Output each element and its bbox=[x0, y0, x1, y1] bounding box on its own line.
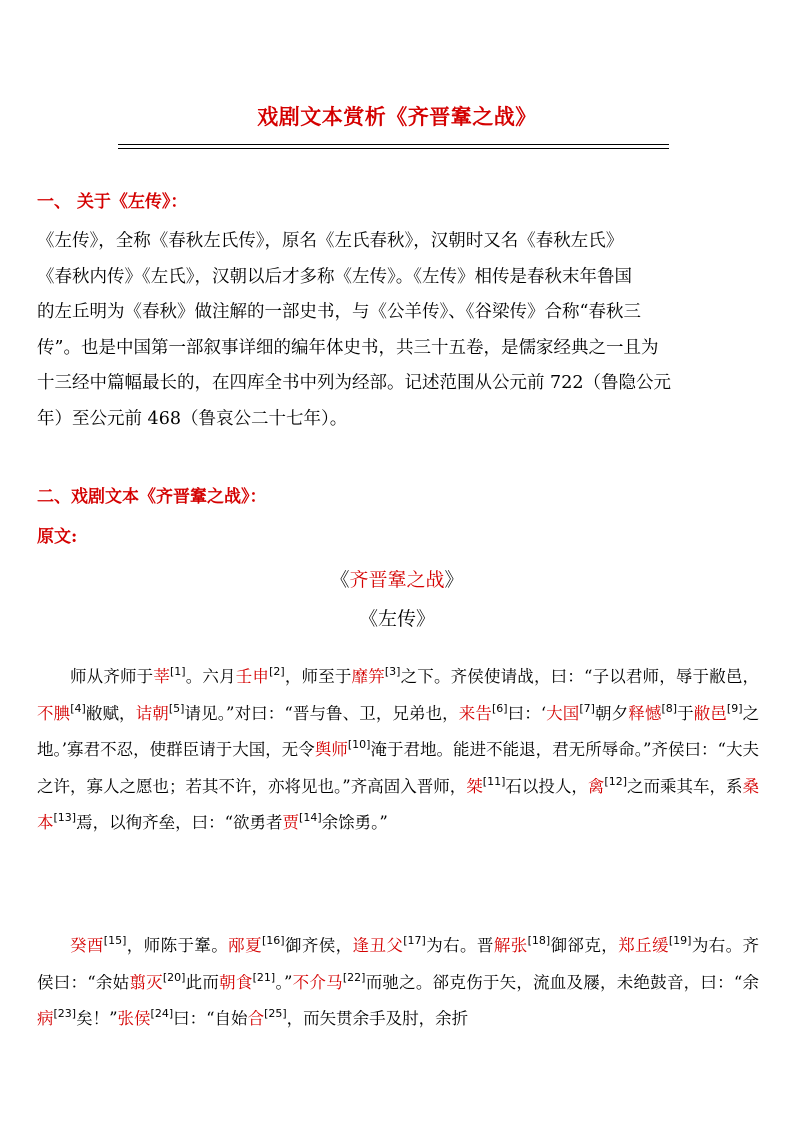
text-run: 为右。齐侯曰：“余姑 bbox=[37, 936, 760, 992]
text-run: 焉，以徇齐垒，曰：“欲勇者 bbox=[76, 813, 283, 832]
annotated-term: 贾 bbox=[282, 813, 300, 832]
footnote-ref: [13] bbox=[53, 811, 77, 824]
intro-line: 的左丘明为《春秋》做注解的一部史书，与《公羊传》、《谷梁传》合称“春秋三 bbox=[37, 302, 641, 323]
text-run: 矣！” bbox=[76, 1009, 118, 1028]
footnote-ref: [6] bbox=[491, 701, 508, 715]
text-run: ，而矢贯余手及肘，余折 bbox=[286, 1009, 469, 1028]
footnote-ref: [5] bbox=[168, 701, 185, 715]
annotated-term: 病 bbox=[37, 1009, 54, 1028]
section-heading-zuozhuan: 一、 关于《左传》： bbox=[37, 192, 188, 212]
text-run: 师从齐师于 bbox=[70, 667, 154, 686]
text-run: 之下。齐侯使请战，曰：“子以君师，辱于敝邑， bbox=[400, 667, 760, 686]
intro-line: 年）至公元前 468（鲁哀公二十七年）。 bbox=[37, 408, 348, 429]
footnote-ref: [15] bbox=[103, 934, 127, 947]
text-run: 石以投人， bbox=[505, 776, 588, 796]
passage-paragraph-1 bbox=[37, 659, 759, 842]
original-text-label: 原文: bbox=[37, 527, 78, 547]
paragraph-text bbox=[37, 928, 759, 1038]
annotated-term: 郑丘缓 bbox=[618, 936, 669, 955]
text-run: 曰：‘ bbox=[507, 703, 547, 723]
footnote-ref: [10] bbox=[347, 738, 371, 751]
annotated-term: 靡笄 bbox=[351, 667, 385, 686]
intro-line: 十三经中篇幅最长的，在四库全书中列为经部。记述范围从公元前 722（鲁隐公元 bbox=[37, 373, 671, 394]
footnote-ref: [1] bbox=[170, 665, 186, 678]
text-run: 曰：“自始 bbox=[173, 1009, 248, 1028]
footnote-ref: [17] bbox=[403, 934, 426, 947]
text-run: 为右。晋 bbox=[425, 936, 494, 955]
text-run: 朝夕 bbox=[594, 703, 629, 723]
intro-text bbox=[37, 224, 759, 438]
text-run: 请见。”对曰：“晋与鲁、卫，兄弟也， bbox=[184, 703, 459, 723]
footnote-ref: [19] bbox=[668, 934, 692, 947]
text-run: 淹于君地。能进不能退，君无所辱命。”齐侯曰：“大夫之许，寡人之愿也；若其不许，亦将见也。”齐高固入晋师， bbox=[37, 740, 760, 796]
annotated-term: 张侯 bbox=[117, 1009, 151, 1028]
footnote-ref: [11] bbox=[482, 774, 506, 788]
footnote-ref: [3] bbox=[384, 665, 401, 678]
annotated-term: 不介马 bbox=[292, 972, 343, 992]
footnote-ref: [2] bbox=[269, 665, 285, 678]
footnote-ref: [8] bbox=[661, 701, 678, 715]
intro-line: 《左传》，全称《春秋左氏传》，原名《左氏春秋》，汉朝时又名《春秋左氏》 bbox=[37, 231, 624, 251]
text-run: ，师陈于鞌。 bbox=[126, 936, 229, 955]
annotated-term: 来告 bbox=[458, 703, 492, 723]
annotated-term: 壬申 bbox=[235, 667, 270, 686]
annotated-term: 桀 bbox=[466, 776, 483, 796]
text-run: 之而乘其车，系 bbox=[627, 776, 743, 796]
text-run: 而驰之。郤克伤于矢，流血及屦，未绝鼓音，曰：“余 bbox=[365, 972, 760, 992]
text-run: 敝赋， bbox=[85, 703, 136, 723]
footnote-ref: [14] bbox=[299, 811, 322, 824]
text-run: 于 bbox=[677, 703, 694, 723]
annotated-term: 莘 bbox=[153, 667, 170, 686]
text-title-name: 齐晋鞌之战 bbox=[349, 569, 445, 591]
footnote-ref: [20] bbox=[162, 970, 186, 984]
text-title bbox=[0, 565, 794, 592]
annotated-term: 邴夏 bbox=[228, 936, 262, 955]
footnote-ref: [16] bbox=[261, 934, 285, 947]
title-rule-top bbox=[118, 144, 669, 145]
footnote-ref: [9] bbox=[726, 701, 743, 715]
footnote-ref: [21] bbox=[252, 970, 276, 984]
paragraph-text bbox=[37, 659, 759, 842]
intro-line: 传”。也是中国第一部叙事详细的编年体史书，共三十五卷，是儒家经典之一且为 bbox=[37, 337, 659, 358]
intro-line: 《春秋内传》《左氏》，汉朝以后才多称《左传》。《左传》相传是春秋末年鲁国 bbox=[37, 266, 632, 287]
section-heading-drama: 二、戏剧文本《齐晋鞌之战》： bbox=[37, 487, 267, 507]
annotated-term: 翦灭 bbox=[129, 972, 163, 992]
annotated-term: 合 bbox=[247, 1009, 265, 1028]
footnote-ref: [4] bbox=[70, 701, 86, 715]
annotated-term: 桑本 bbox=[37, 776, 760, 832]
text-run: 之地。’寡君不忍，使群臣请于大国，无令 bbox=[37, 703, 760, 759]
annotated-term: 朝食 bbox=[219, 972, 253, 992]
text-run: 余馀勇。” bbox=[321, 813, 388, 832]
annotated-term: 大国 bbox=[546, 703, 580, 723]
text-source: 《左传》 bbox=[358, 608, 435, 630]
footnote-ref: [22] bbox=[342, 970, 366, 984]
footnote-ref: [25] bbox=[264, 1007, 287, 1020]
text-run: ，师至于 bbox=[284, 667, 352, 686]
text-run: 。” bbox=[275, 972, 293, 992]
document-title: 戏剧文本赏析《齐晋鞌之战》 bbox=[257, 104, 537, 129]
footnote-ref: [12] bbox=[604, 774, 628, 788]
annotated-term: 舆师 bbox=[314, 740, 348, 759]
passage-paragraph-2 bbox=[37, 928, 759, 1038]
footnote-ref: [18] bbox=[527, 934, 551, 947]
footnote-ref: [7] bbox=[579, 701, 595, 715]
text-run: 御郤克， bbox=[550, 936, 619, 955]
annotated-term: 解张 bbox=[493, 936, 528, 955]
text-run: 此而 bbox=[185, 972, 220, 992]
text-run: 。六月 bbox=[185, 667, 236, 686]
annotated-term: 诘朝 bbox=[135, 703, 169, 723]
annotated-term: 逢丑父 bbox=[352, 936, 404, 955]
text-run: 御齐侯， bbox=[284, 936, 353, 955]
annotated-term: 禽 bbox=[587, 776, 605, 796]
title-rule-bottom bbox=[118, 148, 669, 149]
annotated-term: 释憾 bbox=[628, 703, 662, 723]
annotated-term: 癸酉 bbox=[70, 936, 104, 955]
footnote-ref: [24] bbox=[150, 1007, 174, 1020]
annotated-term: 不腆 bbox=[37, 703, 71, 723]
title-bracket: 《 bbox=[330, 569, 350, 591]
annotated-term: 敝邑 bbox=[693, 703, 727, 723]
title-bracket: 》 bbox=[444, 569, 464, 591]
footnote-ref: [23] bbox=[53, 1007, 77, 1020]
